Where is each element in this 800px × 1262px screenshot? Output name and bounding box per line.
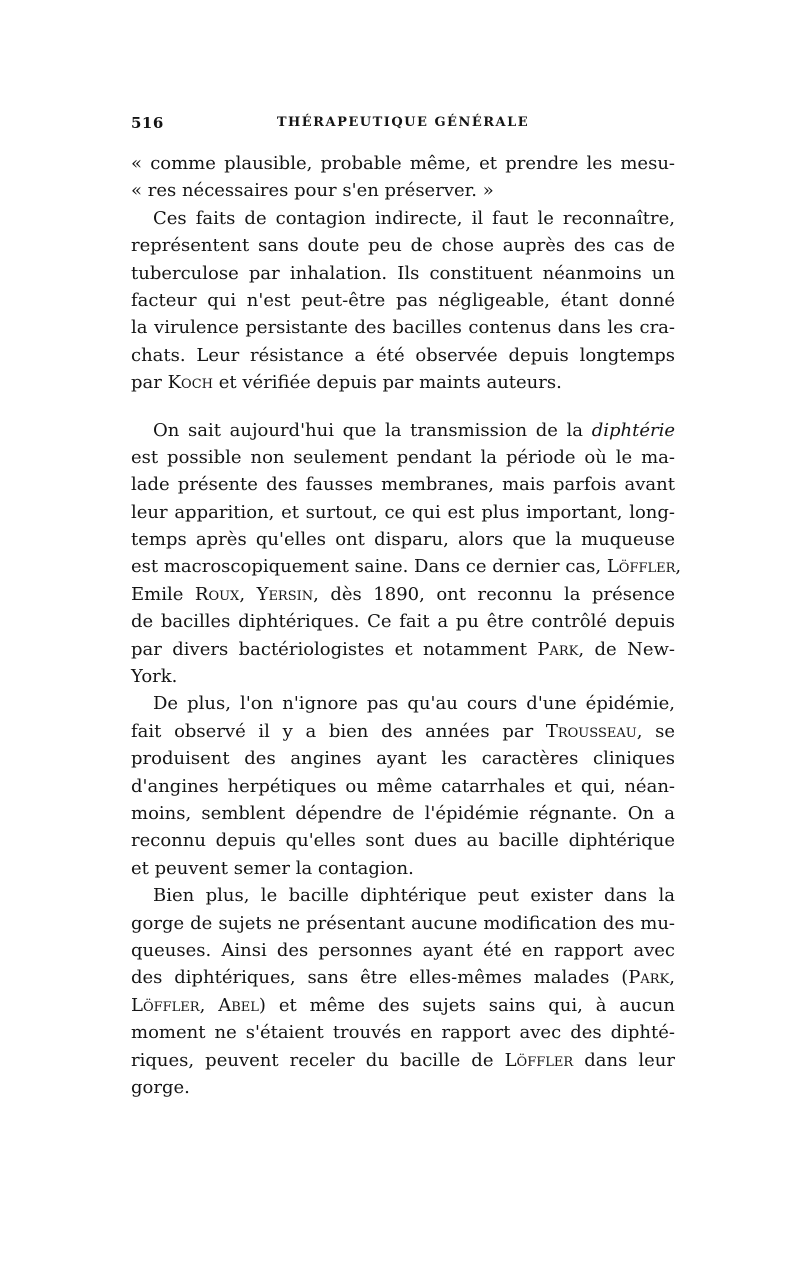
text-run: , dès 1890, ont reconnu la présence <box>313 583 675 605</box>
italic-term: diphtérie <box>591 419 675 441</box>
text-line <box>131 636 675 663</box>
text-run: , se <box>636 720 675 742</box>
text-line: produisent des angines ayant les caractères cliniques <box>131 748 675 770</box>
author-name: Park <box>537 638 579 660</box>
text-line: « comme plausible, probable même, et prendre les mesu- <box>131 153 675 174</box>
text-line: reconnu depuis qu'elles sont dues au bacille diphtérique <box>131 830 675 852</box>
page-number: 516 <box>131 114 164 132</box>
text-line: facteur qui n'est peut-être pas négligeable, étant donné <box>131 289 675 311</box>
text-run: , <box>669 967 675 989</box>
text-run: , <box>239 583 257 605</box>
text-line: gorge de sujets ne présentant aucune modification des mu- <box>131 912 675 934</box>
running-title: THÉRAPEUTIQUE GÉNÉRALE <box>276 115 530 130</box>
text-line <box>131 417 675 444</box>
author-name: Abel <box>218 994 259 1016</box>
text-line: chats. Leur résistance a été observée depuis longtemps <box>131 344 675 366</box>
text-line: gorge. <box>131 1076 190 1098</box>
text-run: des diphtériques, sans être elles-mêmes malades ( <box>131 967 629 989</box>
text-line: moment ne s'étaient trouvés en rapport avec des diphté- <box>131 1022 675 1044</box>
text-line <box>131 718 675 745</box>
text-line: représentent sans doute peu de chose auprès des cas de <box>131 235 675 257</box>
text-run: est macroscopiquement saine. Dans ce dernier cas, <box>131 556 607 578</box>
text-line: Bien plus, le bacille diphtérique peut exister dans la <box>153 885 675 907</box>
text-run: riques, peuvent receler du bacille de <box>131 1049 505 1071</box>
author-name: Trousseau <box>545 720 637 742</box>
paragraph-gap <box>131 397 675 417</box>
text-line <box>131 964 675 991</box>
text-line: Ces faits de contagion indirecte, il faut le reconnaître, <box>153 207 675 229</box>
author-name: Yersin <box>256 583 314 605</box>
text-run: ) et même des sujets sains qui, à aucun <box>258 994 675 1016</box>
text-run: et vérifiée depuis par maints auteurs. <box>212 372 562 394</box>
text-line: et peuvent semer la contagion. <box>131 857 414 879</box>
text-line: York. <box>131 666 178 688</box>
page-body <box>131 150 682 1101</box>
text-line: queuses. Ainsi des personnes ayant été en rapport avec <box>131 939 675 961</box>
author-name: Koch <box>167 372 213 394</box>
author-name: Löffler <box>606 556 676 578</box>
text-run: Emile <box>131 583 195 605</box>
text-line: temps après qu'elles ont disparu, alors que la muqueuse <box>131 529 675 551</box>
text-line: tuberculose par inhalation. Ils constituent néanmoins un <box>131 262 675 284</box>
text-line: De plus, l'on n'ignore pas qu'au cours d'une épidémie, <box>153 693 675 715</box>
text-run: On sait aujourd'hui que la transmission de la <box>153 419 592 441</box>
author-name: Löffler <box>131 994 200 1016</box>
author-name: Löffler <box>504 1049 574 1071</box>
text-run: , <box>199 994 219 1016</box>
page-header <box>131 114 675 138</box>
text-run: dans leur <box>573 1049 676 1071</box>
text-line <box>131 369 675 396</box>
text-run: , <box>675 556 682 578</box>
text-line: moins, semblent dépendre de l'épidémie régnante. On a <box>131 802 675 824</box>
text-run: fait observé il y a bien des années par <box>131 720 546 742</box>
text-line: « res nécessaires pour s'en préserver. » <box>131 180 494 202</box>
text-line <box>131 553 682 580</box>
text-line <box>131 1047 675 1074</box>
author-name: Park <box>628 967 670 989</box>
text-line <box>131 581 675 608</box>
text-line: de bacilles diphtériques. Ce fait a pu être contrôlé depuis <box>131 611 675 633</box>
text-line <box>131 992 675 1019</box>
text-line: d'angines herpétiques ou même catarrhales et qui, néan- <box>131 775 675 797</box>
text-line: la virulence persistante des bacilles contenus dans les cra- <box>131 317 675 339</box>
author-name: Roux <box>194 583 240 605</box>
text-line: est possible non seulement pendant la période où le ma- <box>131 446 675 468</box>
text-line: lade présente des fausses membranes, mais parfois avant <box>131 474 675 496</box>
text-line: leur apparition, et surtout, ce qui est plus important, long- <box>131 501 675 523</box>
text-run: par <box>131 372 168 394</box>
text-run: , de New- <box>578 638 675 660</box>
text-run: par divers bactériologistes et notamment <box>131 638 538 660</box>
